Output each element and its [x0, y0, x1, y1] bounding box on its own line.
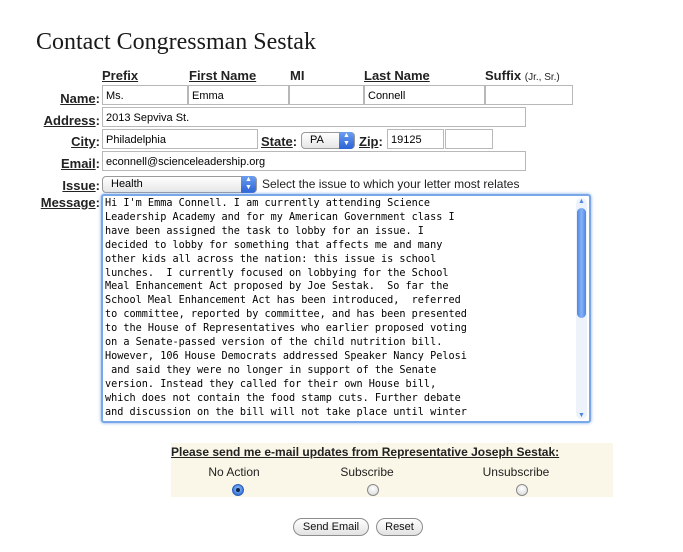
mi-column-header: MI: [290, 68, 305, 83]
prefix-column-header: Prefix: [102, 68, 139, 83]
last-name-column-header: Last Name: [364, 68, 430, 83]
message-text: Hi I'm Emma Connell. I am currently attending Science Leadership Academy and for my American Government class I have been assigned the task to lobby for an issue. I decided to lobby for something that affects me and many other kids all across the nation: this issue is school lunches. I currently focused on lobbying for the School Meal Enhancement Act proposed by Joe Sestak. So far the School Meal Enhancement Act has been introduced, referred to committee, reported by committee, and has been presented to the House of Representatives who earlier proposed voting on a Senate-passed version of the child nutrition bill. However, 106 House Democrats addressed Speaker Nancy Pelosi and said they were no longer in support of the Senate version. Instead they called for their own House bill, which does not contain the food stamp cuts. Further debate and discussion on the bill will not take place until winter: [105, 198, 467, 418]
first-name-input[interactable]: Emma: [188, 85, 289, 105]
prefix-input[interactable]: Ms.: [102, 85, 188, 105]
issue-hint: Select the issue to which your letter most relates: [262, 177, 520, 191]
suffix-input[interactable]: [485, 85, 573, 105]
first-name-column-header: First Name: [189, 68, 257, 83]
message-label: Message:: [40, 195, 100, 210]
mi-input[interactable]: [289, 85, 364, 105]
zip-input[interactable]: 19125: [387, 129, 444, 149]
issue-value: Health: [111, 178, 143, 190]
subscribe-radio[interactable]: [367, 484, 379, 496]
name-label: Name:: [60, 91, 100, 106]
scroll-thumb[interactable]: [577, 208, 586, 318]
updates-title: Please send me e-mail updates from Representative Joseph Sestak:: [171, 445, 560, 459]
state-label: State:: [261, 134, 298, 149]
state-select[interactable]: [301, 132, 355, 149]
city-label: City:: [71, 134, 100, 149]
no-action-radio[interactable]: [232, 484, 244, 496]
message-scrollbar[interactable]: [576, 198, 587, 419]
unsubscribe-radio[interactable]: [516, 484, 528, 496]
last-name-input[interactable]: Connell: [364, 85, 485, 105]
option-label-unsubscribe: Unsubscribe: [482, 465, 550, 479]
scroll-down-icon[interactable]: ▼: [578, 412, 585, 419]
email-updates-section: [171, 443, 613, 497]
address-label: Address:: [43, 113, 100, 128]
chevron-updown-icon: ▲ ▼: [339, 132, 354, 149]
zip4-input[interactable]: [445, 129, 493, 149]
email-label: Email:: [60, 156, 100, 171]
suffix-column-header: [485, 68, 560, 83]
issue-select[interactable]: [102, 176, 257, 193]
reset-button[interactable]: Reset: [376, 518, 423, 536]
issue-label: Issue:: [62, 178, 100, 193]
chevron-updown-icon: ▲ ▼: [241, 176, 256, 193]
suffix-note: (Jr., Sr.): [524, 72, 560, 83]
zip-label: Zip:: [359, 134, 383, 149]
suffix-label: Suffix: [485, 68, 522, 83]
city-input[interactable]: Philadelphia: [102, 129, 258, 149]
state-value: PA: [310, 134, 324, 146]
option-label-no-action: No Action: [208, 465, 260, 479]
email-input[interactable]: econnell@scienceleadership.org: [102, 151, 526, 171]
scroll-up-icon[interactable]: ▲: [578, 198, 585, 205]
option-label-subscribe: Subscribe: [340, 465, 394, 479]
page-title: Contact Congressman Sestak: [36, 29, 316, 55]
address-input[interactable]: 2013 Sepviva St.: [102, 107, 526, 127]
send-email-button[interactable]: Send Email: [293, 518, 369, 536]
message-textarea[interactable]: [101, 194, 591, 423]
